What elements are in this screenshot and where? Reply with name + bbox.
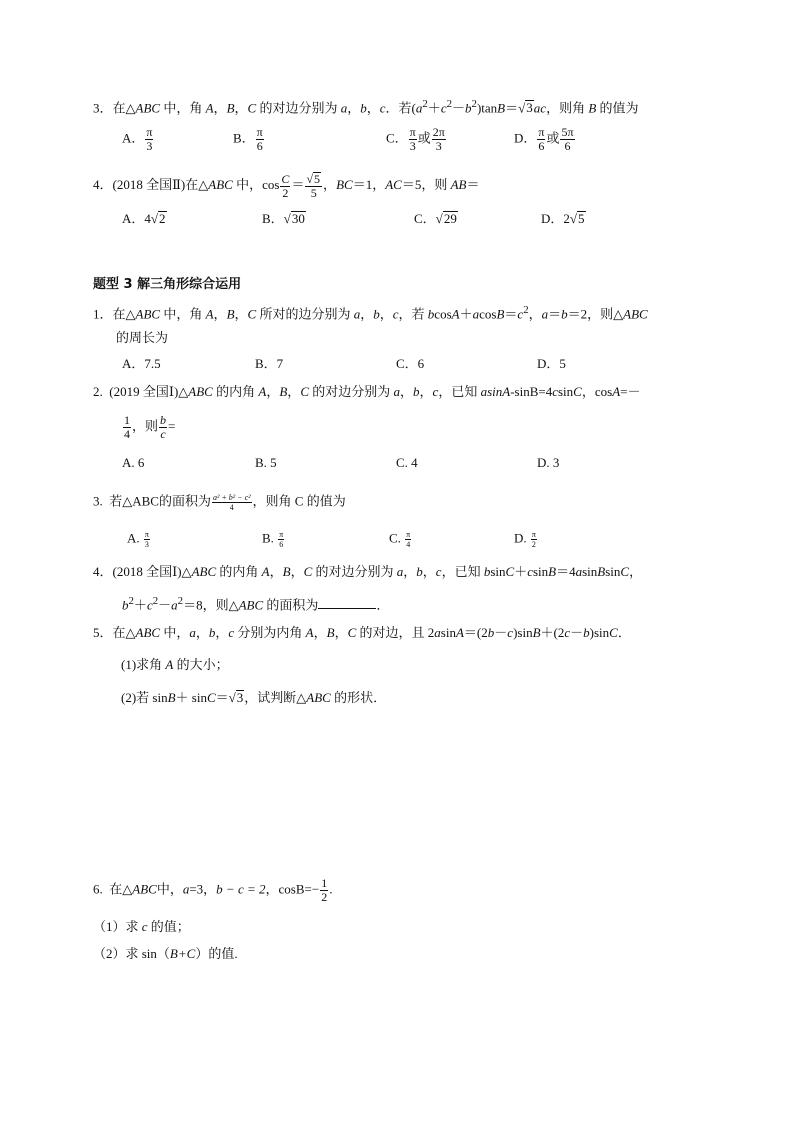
sqrt-symbol: √ (518, 100, 526, 116)
q2-option-a: A. 6 (122, 455, 145, 470)
section-heading: 题型 3 解三角形综合运用 (93, 277, 242, 292)
question-1: 1．在△ABC 中，角 A，B，C 所对的边分别为 a，b，c，若 $bcosA+acosB=c^2$，a＝b＝2，则△ABC (93, 304, 648, 322)
q3-prev-option-d: D． $\frac{\pi}{6}$ 或 $\frac{5\pi}{6}$ (514, 125, 574, 153)
question-3-prev: 3．在△ABC 中，角 A，B，C 的对边分别为 a，b，c．若$(a^2+c^2-b^2)\tan B=√3ac$，则角 B 的值为 (93, 98, 639, 116)
q1-option-a: A．7.5 (122, 356, 161, 371)
q4-prev-option-d: D．2√5 (541, 211, 585, 226)
sqrt-symbol: √ (228, 690, 236, 705)
q2-option-c: C. 4 (396, 455, 418, 470)
question-3: 3. 若△ABC的面积为 $\frac{\text{a² + b² − c²}}{4}$ ，则角 C 的值为 (93, 493, 346, 512)
question-2-line2: $\frac{1}{4}$ ，则 $\frac{b}{c}$ = (124, 413, 176, 441)
sqrt-symbol: √ (283, 211, 291, 226)
question-4-line2: $b^2+c^2-a^2=8$，则△ABC 的面积为 ． (122, 595, 390, 613)
sqrt-symbol: √ (306, 172, 314, 186)
question-6: 6. 在△ABC中，a=3，b − c = 2，cosB=− $\frac{1}{2}$ . (93, 876, 333, 904)
q3-option-d: D. $\frac{\pi}{2}$ (514, 530, 536, 549)
question-2: 2. (2019 全国Ⅰ)△ABC 的内角 A，B，C 的对边分别为 a，b，c，已知 asinA-sinB=4csinC，cosA=－ (93, 384, 641, 399)
q4-prev-option-a: A．4√2 (122, 211, 166, 226)
question-4-prev: 4．(2018 全国Ⅱ)在△ABC 中，cos $\frac{C}{2}$ ＝ $\frac{√5}{5}$ ，BC＝1，AC＝5，则 AB＝ (93, 171, 480, 200)
question-6-part-1: （1）求 c 的值； (93, 919, 190, 934)
question-5-part-1: (1)求角 A 的大小； (121, 657, 229, 672)
q2-option-b: B. 5 (255, 455, 277, 470)
q3-prev-option-c: C． $\frac{\pi}{3}$ 或 $\frac{2\pi}{3}$ (386, 125, 445, 153)
question-5: 5．在△ABC 中，a，b，c 分别为内角 A，B，C 的对边，且 2asinA＝(2b－c)sinB＋(2c－b)sinC． (93, 625, 631, 640)
q3-option-a: A. $\frac{\pi}{3}$ (127, 530, 149, 549)
question-5-part-2: (2)若 sinB＋ sinC＝√3，试判断△ABC 的形状． (121, 690, 387, 705)
q4-prev-option-c: C．√29 (414, 211, 457, 226)
q3-prev-option-a: A． $\frac{\pi}{3}$ (122, 125, 153, 153)
q2-option-d: D. 3 (537, 455, 560, 470)
question-4: 4．(2018 全国Ⅰ)△ABC 的内角 A，B，C 的对边分别为 a，b，c，已知 bsinC＋csinB＝4asinBsinC， (93, 564, 643, 579)
q3-option-b: B. $\frac{\pi}{6}$ (262, 530, 284, 549)
q3-option-c: C. $\frac{\pi}{4}$ (389, 530, 411, 549)
q3-prev-option-b: B． $\frac{\pi}{6}$ (233, 125, 263, 153)
question-1-line2: 的周长为 (116, 330, 169, 345)
sqrt-symbol: √ (435, 211, 443, 226)
q1-option-d: D．5 (537, 356, 566, 371)
sqrt-symbol: √ (150, 211, 159, 226)
question-6-part-2: （2）求 sin（B+C）的值. (93, 946, 238, 961)
sqrt-symbol: √ (569, 211, 578, 226)
q1-option-c: C．6 (396, 356, 425, 371)
answer-blank[interactable] (318, 595, 376, 609)
q4-prev-option-b: B．√30 (262, 211, 305, 226)
q1-option-b: B．7 (255, 356, 284, 371)
